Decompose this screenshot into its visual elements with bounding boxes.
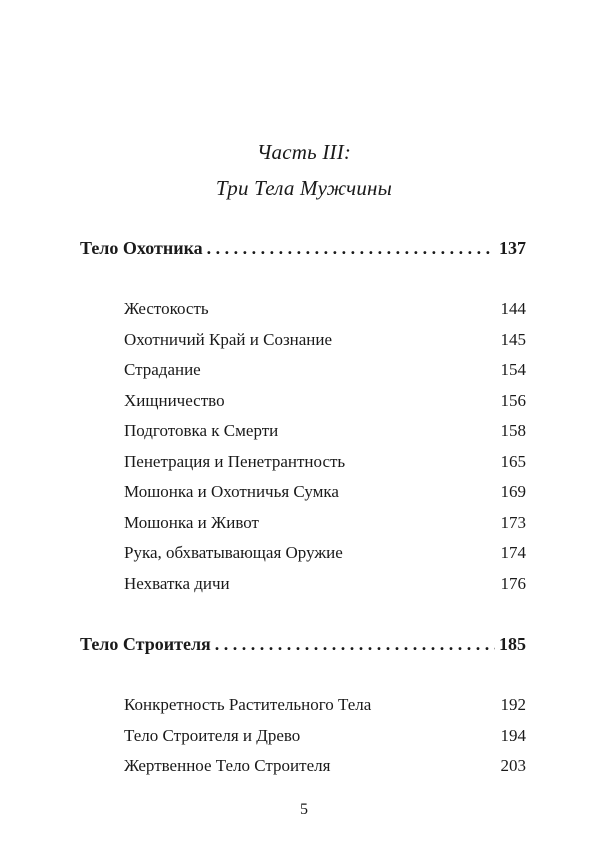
entry-title: Мошонка и Живот <box>124 513 259 532</box>
part-subheading: Три Тела Мужчины <box>215 176 393 200</box>
entry-page: 154 <box>500 360 526 379</box>
toc-entry <box>124 391 526 411</box>
dot-leader <box>215 634 495 655</box>
toc-entry <box>124 695 526 715</box>
toc-entry <box>124 330 526 350</box>
entry-title: Подготовка к Смерти <box>124 421 279 440</box>
toc-section-hunter <box>80 238 526 259</box>
toc-entry <box>124 482 526 502</box>
entry-page: 169 <box>500 482 526 501</box>
section-page: 137 <box>499 238 526 258</box>
section-page: 185 <box>499 634 526 654</box>
entry-title: Жертвенное Тело Строителя <box>124 756 331 775</box>
dot-leader <box>207 238 495 259</box>
entry-page: 173 <box>500 513 526 532</box>
toc-entry <box>124 299 526 319</box>
toc-entry <box>124 574 526 594</box>
section-title: Тело Охотника <box>80 238 203 258</box>
entry-page: 194 <box>500 726 526 745</box>
page-number: 5 <box>300 801 308 818</box>
entry-page: 144 <box>500 299 526 318</box>
toc-entry <box>124 726 526 746</box>
entry-page: 158 <box>500 421 526 440</box>
entry-title: Мошонка и Охотничья Сумка <box>124 482 339 501</box>
toc-entry <box>124 421 526 441</box>
entry-page: 156 <box>500 391 526 410</box>
entry-title: Пенетрация и Пенетрантность <box>124 452 346 471</box>
entry-title: Нехватка дичи <box>124 574 230 593</box>
section-title: Тело Строителя <box>80 634 211 654</box>
toc-entry <box>124 543 526 563</box>
entry-title: Хищничество <box>124 391 225 410</box>
entry-title: Рука, обхватывающая Оружие <box>124 543 343 562</box>
part-heading: Часть III: <box>256 140 352 164</box>
toc-entry <box>124 513 526 533</box>
entry-page: 176 <box>500 574 526 593</box>
toc-entry <box>124 756 526 776</box>
entry-page: 174 <box>500 543 526 562</box>
entry-title: Конкретность Растительного Тела <box>124 695 372 714</box>
toc-section-builder <box>80 634 526 655</box>
entry-title: Тело Строителя и Древо <box>124 726 301 745</box>
entry-title: Страдание <box>124 360 201 379</box>
entry-page: 203 <box>500 756 526 775</box>
toc-entry <box>124 360 526 380</box>
entry-title: Охотничий Край и Сознание <box>124 330 333 349</box>
entry-page: 192 <box>500 695 526 714</box>
entry-page: 145 <box>500 330 526 349</box>
toc-entry <box>124 452 526 472</box>
entry-title: Жестокость <box>124 299 209 318</box>
entry-page: 165 <box>500 452 526 471</box>
